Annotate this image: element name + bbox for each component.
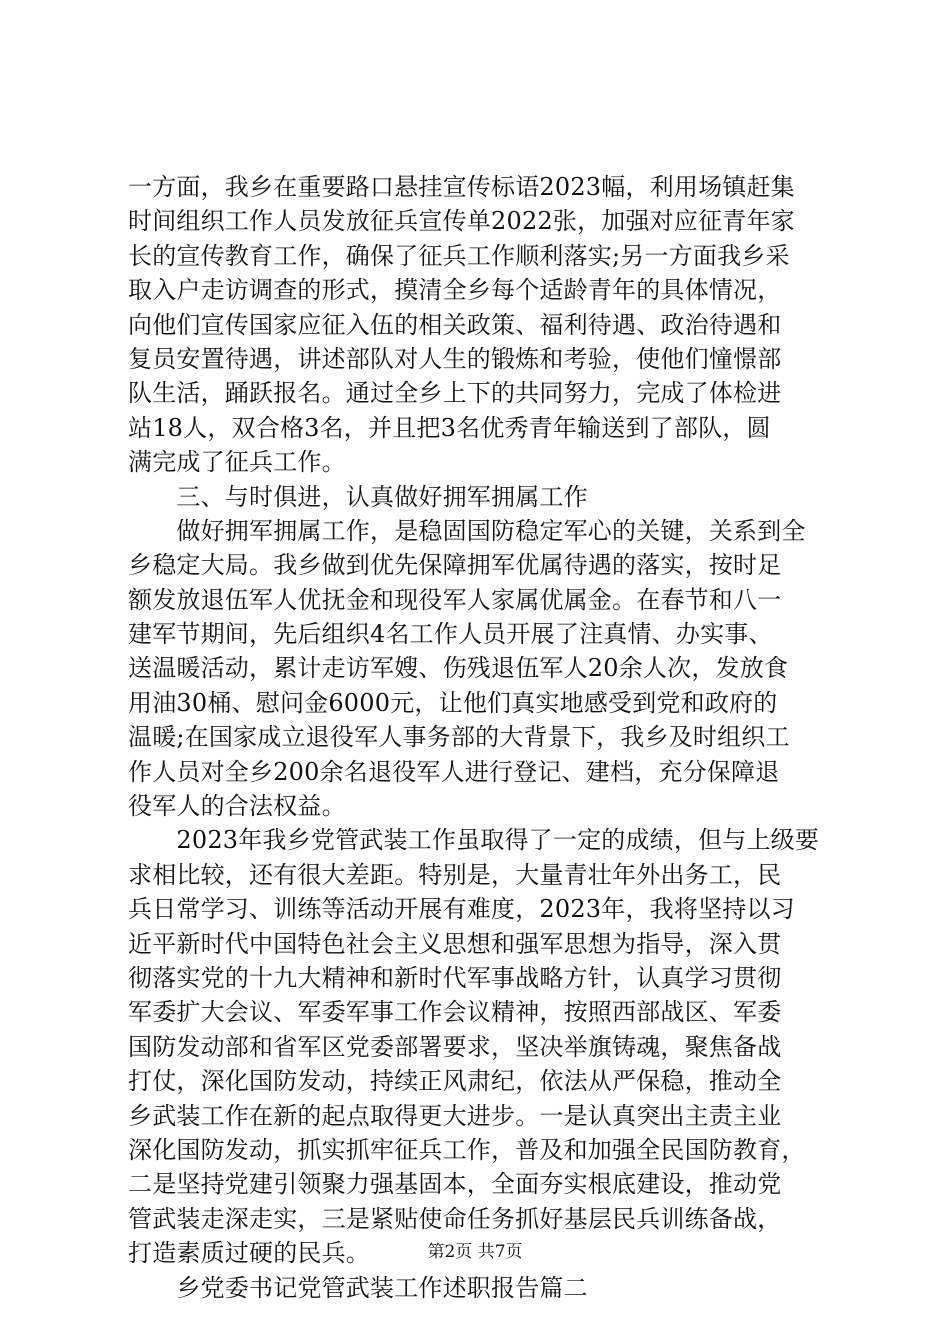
- text-line: 复员安置待遇，讲述部队对人生的锻炼和考验，使他们憧憬部: [128, 344, 782, 373]
- text-line: 额发放退伍军人优抚金和现役军人家属优属金。在春节和八一: [128, 585, 782, 614]
- text-line: 役军人的合法权益。: [128, 792, 346, 821]
- text-line: 管武装走深走实，三是紧贴使命任务抓好基层民兵训练备战，: [128, 1204, 782, 1233]
- text-line: 站18人，双合格3名，并且把3名优秀青年输送到了部队，圆: [128, 413, 771, 442]
- text-line: 一方面，我乡在重要路口悬挂宣传标语2023幅，利用场镇赶集: [128, 173, 795, 201]
- text-line: 彻落实党的十九大精神和新时代军事战略方针，认真学习贯彻: [128, 963, 782, 992]
- text-line: 乡武装工作在新的起点取得更大进步。一是认真突出主责主业: [128, 1101, 782, 1130]
- text-line: 温暖;在国家成立退役军人事务部的大背景下，我乡及时组织工: [128, 723, 790, 752]
- text-line: 二是坚持党建引领聚力强基固本，全面夯实根底建设，推动党: [128, 1170, 782, 1199]
- text-line: 做好拥军拥属工作，是稳固国防稳定军心的关键，关系到全: [128, 516, 806, 545]
- text-line: 送温暖活动，累计走访军嫂、伤残退伍军人20余人次，发放食: [128, 654, 789, 683]
- section-heading: 三、与时俱进，认真做好拥军拥属工作: [128, 482, 588, 511]
- text-line: 近平新时代中国特色社会主义思想和强军思想为指导，深入贯: [128, 929, 782, 958]
- text-line: 乡稳定大局。我乡做到优先保障拥军优属待遇的落实，按时足: [128, 551, 782, 580]
- text-line: 2023年我乡党管武装工作虽取得了一定的成绩，但与上级要: [128, 826, 820, 855]
- text-line: 时间组织工作人员发放征兵宣传单2022张，加强对应征青年家: [128, 207, 795, 236]
- text-line: 军委扩大会议、军委军事工作会议精神，按照西部战区、军委: [128, 998, 782, 1027]
- text-line: 建军节期间，先后组织4名工作人员开展了注真情、办实事、: [128, 620, 773, 649]
- text-line: 长的宣传教育工作，确保了征兵工作顺利落实;另一方面我乡采: [128, 241, 790, 270]
- text-line: 求相比较，还有很大差距。特别是，大量青壮年外出务工，民: [128, 860, 782, 889]
- page-number-footer: 第2页 共7页: [427, 1242, 523, 1262]
- text-line: 取入户走访调查的形式，摸清全乡每个适龄青年的具体情况，: [128, 276, 782, 305]
- text-line: 满完成了征兵工作。: [128, 448, 346, 477]
- text-line: 深化国防发动，抓实抓牢征兵工作，普及和加强全民国防教育，: [128, 1135, 806, 1164]
- document-body: [128, 170, 848, 1305]
- text-line: 用油30桶、慰问金6000元，让他们真实地感受到党和政府的: [128, 688, 778, 717]
- section-heading: 乡党委书记党管武装工作述职报告篇二: [128, 1273, 588, 1302]
- text-line: 队生活，踊跃报名。通过全乡上下的共同努力，完成了体检进: [128, 379, 782, 408]
- text-line: 作人员对全乡200余名退役军人进行登记、建档，充分保障退: [128, 757, 780, 786]
- text-line: 打造素质过硬的民兵。: [128, 1239, 370, 1268]
- text-line: 打仗，深化国防发动，持续正风肃纪，依法从严保稳，推动全: [128, 1067, 782, 1096]
- text-line: 向他们宣传国家应征入伍的相关政策、福利待遇、政治待遇和: [128, 310, 782, 339]
- text-line: 国防发动部和省军区党委部署要求，坚决举旗铸魂，聚焦备战: [128, 1032, 782, 1061]
- text-line: 兵日常学习、训练等活动开展有难度，2023年，我将坚持以习: [128, 895, 795, 924]
